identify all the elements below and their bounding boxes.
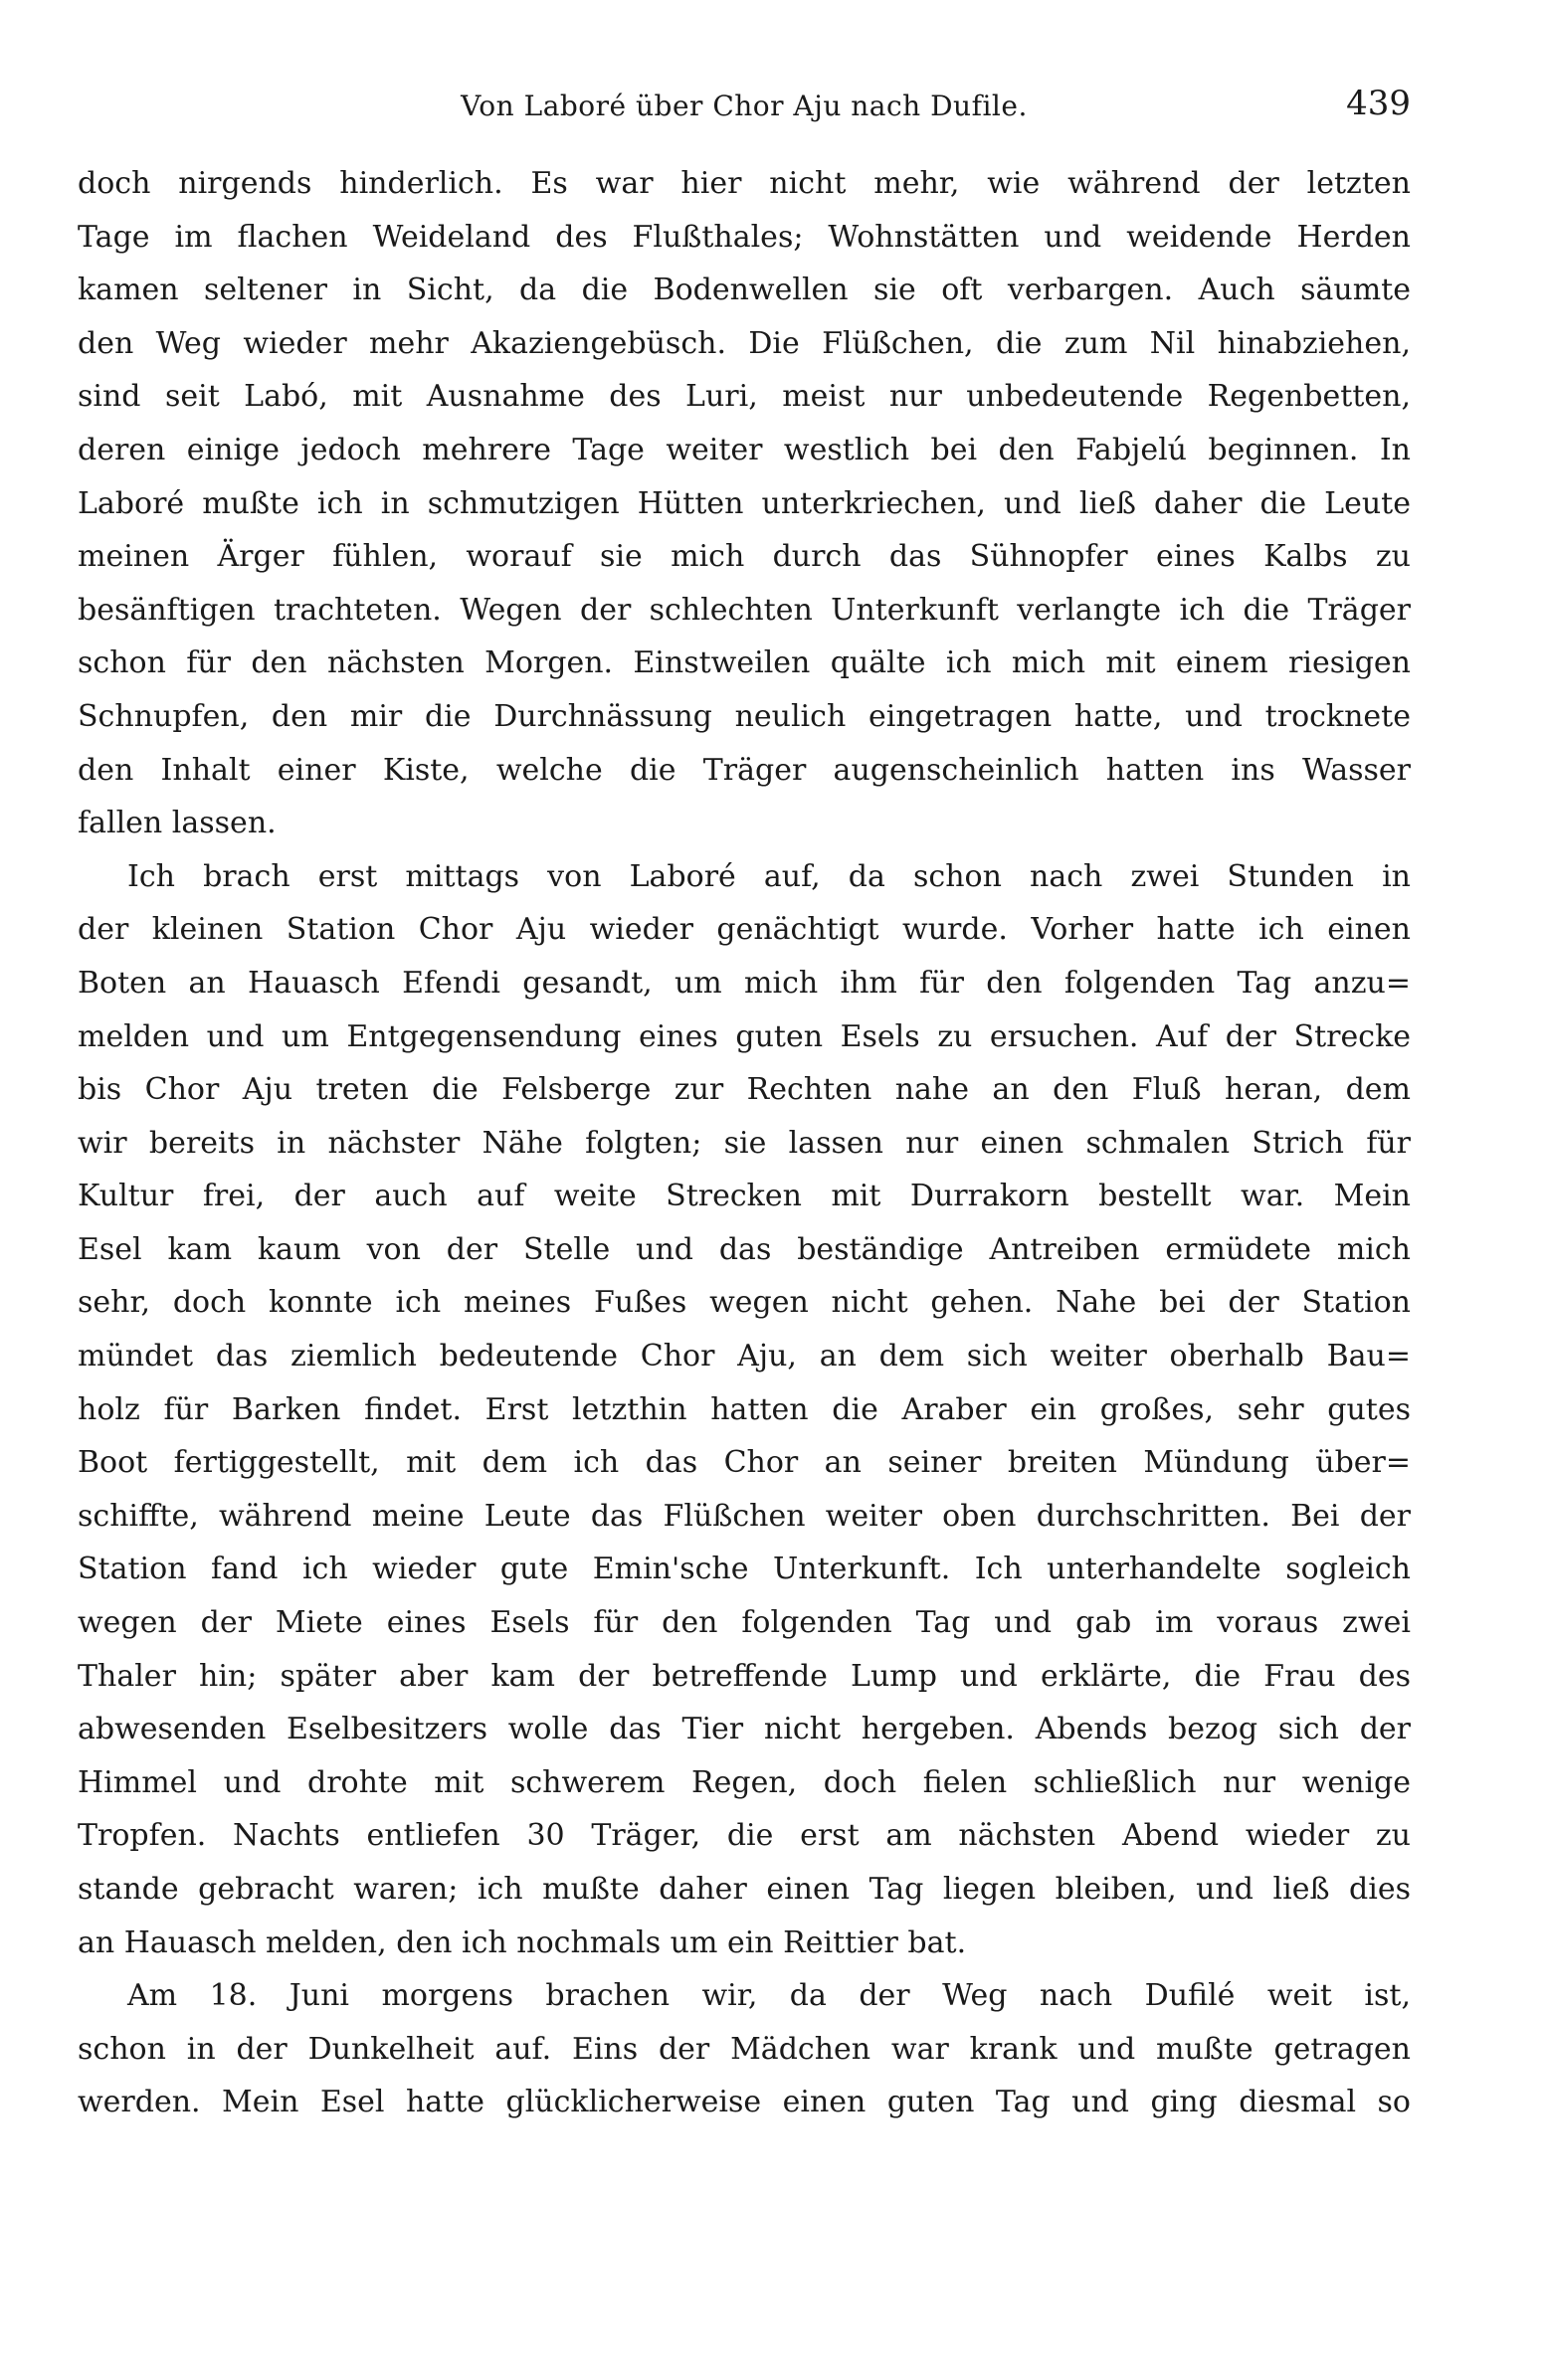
text-line: bis Chor Aju treten die Felsberge zur Rechten nahe an den Fluß heran, dem <box>78 1072 1411 1108</box>
text-line: Himmel und drohte mit schwerem Regen, doch fielen schließlich nur wenige <box>78 1764 1411 1800</box>
text-line: Station fand ich wieder gute Emin'sche Unterkunft. Ich unterhandelte sogleich <box>78 1552 1411 1587</box>
page-header <box>78 84 1411 133</box>
text-line: Kultur frei, der auch auf weite Strecken mit Durrakorn bestellt war. Mein <box>78 1179 1411 1214</box>
page-number: 439 <box>1346 84 1411 123</box>
text-line: Esel kam kaum von der Stelle und das beständige Antreiben ermüdete mich <box>78 1231 1411 1267</box>
text-line: wir bereits in nächster Nähe folgten; sie lassen nur einen schmalen Strich für <box>78 1125 1411 1161</box>
text-line: sind seit Labó, mit Ausnahme des Luri, meist nur unbedeutende Regenbetten, <box>78 379 1411 415</box>
text-line: holz für Barken findet. Erst letzthin hatten die Araber ein großes, sehr gutes <box>78 1391 1411 1427</box>
text-line: schon in der Dunkelheit auf. Eins der Mädchen war krank und mußte getragen <box>78 2031 1411 2067</box>
paragraph-start-line: Am 18. Juni morgens brachen wir, da der Weg nach Dufilé weit ist, <box>127 1978 1411 2014</box>
text-line: stande gebracht waren; ich mußte daher einen Tag liegen bleiben, und ließ dies <box>78 1872 1411 1907</box>
paragraph-end-line: an Hauasch melden, den ich nochmals um ein Reittier bat. <box>78 1924 967 1960</box>
paragraph-start-line: Ich brach erst mittags von Laboré auf, da schon nach zwei Stunden in <box>127 858 1411 894</box>
text-line: Tage im flachen Weideland des Flußthales; Wohnstätten und weidende Herden <box>78 219 1411 255</box>
text-line: meinen Ärger fühlen, worauf sie mich durch das Sühnopfer eines Kalbs zu <box>78 539 1411 575</box>
text-line: Boot fertiggestellt, mit dem ich das Chor an seiner breiten Mündung über= <box>78 1445 1411 1481</box>
text-line: deren einige jedoch mehrere Tage weiter westlich bei den Fabjelú beginnen. In <box>78 432 1411 467</box>
text-line: schon für den nächsten Morgen. Einstweilen quälte ich mich mit einem riesigen <box>78 645 1411 681</box>
text-line: Thaler hin; später aber kam der betreffende Lump und erklärte, die Frau des <box>78 1658 1411 1694</box>
text-line: wegen der Miete eines Esels für den folgenden Tag und gab im voraus zwei <box>78 1605 1411 1641</box>
text-line: den Weg wieder mehr Akaziengebüsch. Die Flüßchen, die zum Nil hinabziehen, <box>78 325 1411 361</box>
text-line: abwesenden Eselbesitzers wolle das Tier nicht hergeben. Abends bezog sich der <box>78 1712 1411 1747</box>
text-line: besänftigen trachteten. Wegen der schlechten Unterkunft verlangte ich die Träger <box>78 592 1411 628</box>
text-line: mündet das ziemlich bedeutende Chor Aju, an dem sich weiter oberhalb Bau= <box>78 1339 1411 1374</box>
text-line: der kleinen Station Chor Aju wieder genächtigt wurde. Vorher hatte ich einen <box>78 912 1411 948</box>
text-line: melden und um Entgegensendung eines guten Esels zu ersuchen. Auf der Strecke <box>78 1018 1411 1054</box>
text-line: doch nirgends hinderlich. Es war hier nicht mehr, wie während der letzten <box>78 166 1411 201</box>
text-line: Tropfen. Nachts entliefen 30 Träger, die erst am nächsten Abend wieder zu <box>78 1818 1411 1854</box>
text-line: schiffte, während meine Leute das Flüßchen weiter oben durchschritten. Bei der <box>78 1498 1411 1534</box>
body-text <box>78 157 1411 2129</box>
text-line: den Inhalt einer Kiste, welche die Träger augenscheinlich hatten ins Wasser <box>78 752 1411 788</box>
text-line: kamen seltener in Sicht, da die Bodenwellen sie oft verbargen. Auch säumte <box>78 273 1411 308</box>
paragraph-end-line: fallen lassen. <box>78 806 277 841</box>
text-line: sehr, doch konnte ich meines Fußes wegen nicht gehen. Nahe bei der Station <box>78 1285 1411 1321</box>
text-line: Laboré mußte ich in schmutzigen Hütten unterkriechen, und ließ daher die Leute <box>78 485 1411 521</box>
text-line: Boten an Hauasch Efendi gesandt, um mich ihm für den folgenden Tag anzu= <box>78 965 1411 1001</box>
running-head: Von Laboré über Chor Aju nach Dufile. <box>461 90 1028 122</box>
text-line: Schnupfen, den mir die Durchnässung neulich eingetragen hatte, und trocknete <box>78 698 1411 734</box>
text-line: werden. Mein Esel hatte glücklicherweise einen guten Tag und ging diesmal so <box>78 2085 1411 2120</box>
